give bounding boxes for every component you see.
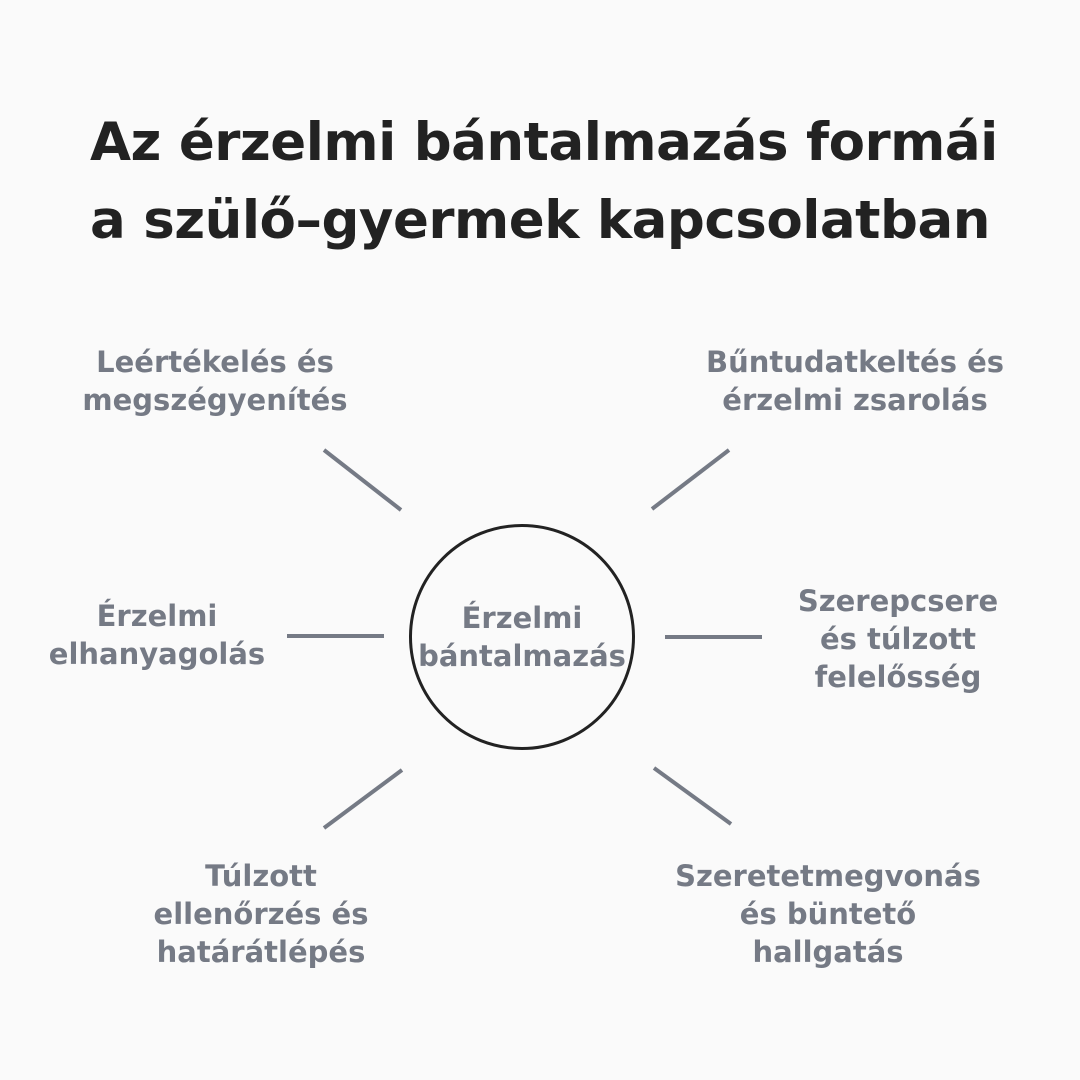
node-line: elhanyagolás: [48, 637, 266, 671]
title-line-2: a szülő–gyermek kapcsolatban: [90, 190, 990, 251]
connector-bottom-left: [324, 770, 402, 828]
central-node: [409, 524, 635, 750]
connector-top-left: [324, 450, 401, 510]
node-bottom-left: [91, 857, 431, 971]
node-line: hallgatás: [752, 935, 904, 969]
central-node-line-2: bántalmazás: [418, 639, 626, 673]
connector-top-right: [652, 450, 729, 509]
node-top-right: [685, 343, 1025, 419]
node-line: ellenőrzés és: [153, 897, 369, 931]
node-line: Bűntudatkeltés és: [705, 345, 1005, 379]
node-line: Túlzott: [205, 859, 317, 893]
node-line: Leértékelés és: [96, 345, 334, 379]
node-line: megszégyenítés: [82, 383, 348, 417]
node-line: Érzelmi: [96, 599, 218, 633]
node-line: felelősség: [814, 660, 982, 694]
node-top-left: [45, 343, 385, 419]
title-line-1: Az érzelmi bántalmazás formái: [90, 112, 998, 173]
node-line: határátlépés: [156, 935, 366, 969]
central-node-label: [418, 599, 626, 675]
node-bottom-right: [658, 857, 998, 971]
node-line: Szerepcsere: [797, 584, 999, 618]
node-line: és túlzott: [819, 622, 976, 656]
connector-bottom-right: [654, 768, 731, 824]
central-node-line-1: Érzelmi: [461, 601, 583, 635]
node-line: érzelmi zsarolás: [722, 383, 988, 417]
node-middle-right: [728, 582, 1068, 696]
node-line: Szeretetmegvonás: [675, 859, 981, 893]
node-middle-left: [0, 597, 327, 673]
node-line: és büntető: [739, 897, 917, 931]
